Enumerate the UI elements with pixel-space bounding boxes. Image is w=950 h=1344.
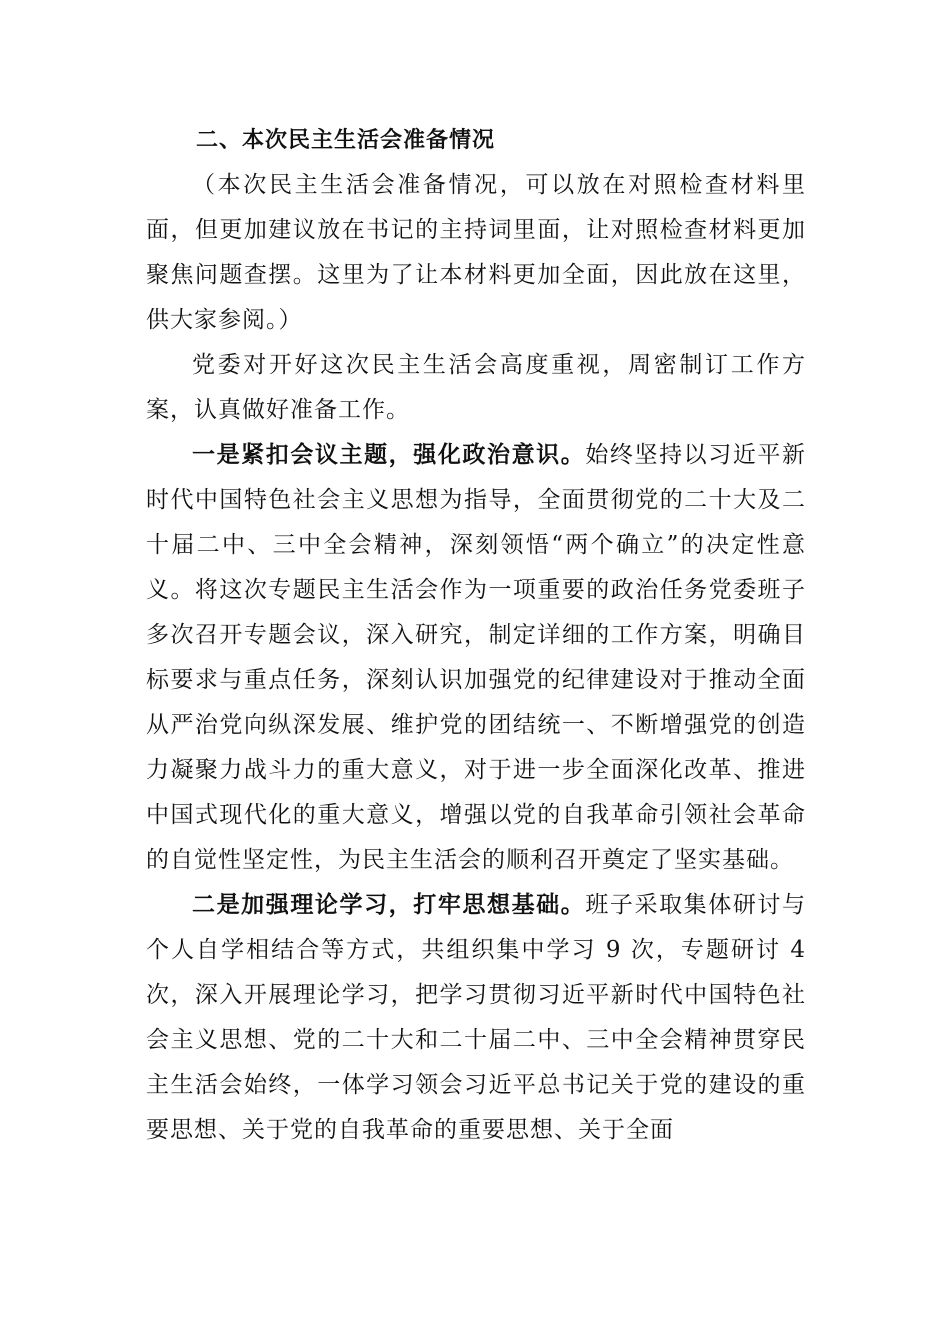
section-2-text: 班子采取集体研讨与个人自学相结合等方式，共组织集中学习 9 次，专题研讨 4 次，深入开展理论学习，把学习贯彻习近平新时代中国特色社会主义思想、党的二十大和二十届二中、三中全会精神贯穿民主生活会始终，一体学习领会习近平总书记关于党的建设的重要思想、关于党的自我革命的重要思想、关于全面	[146, 892, 807, 1143]
section-2-lead: 二是加强理论学习，打牢思想基础。	[192, 892, 586, 918]
section-1-text: 始终坚持以习近平新时代中国特色社会主义思想为指导，全面贯彻党的二十大及二十届二中、三中全会精神，深刻领悟“两个确立”的决定性意义。将这次专题民主生活会作为一项重要的政治任务党委班子多次召开专题会议，深入研究，制定详细的工作方案，明确目标要求与重点任务，深刻认识加强党的纪律建设对于推动全面从严治党向纵深发展、维护党的团结统一、不断增强党的创造力凝聚力战斗力的重大意义，对于进一步全面深化改革、推进中国式现代化的重大意义，增强以党的自我革命引领社会革命的自觉性坚定性，为民主生活会的顺利召开奠定了坚实基础。	[146, 442, 807, 873]
section-1-lead: 一是紧扣会议主题，强化政治意识。	[192, 442, 586, 468]
document-body	[146, 118, 806, 1153]
section-paragraph-2	[146, 883, 806, 1153]
editor-note-paragraph: （本次民主生活会准备情况，可以放在对照检查材料里面，但更加建议放在书记的主持词里面，让对照检查材料更加聚焦问题查摆。这里为了让本材料更加全面，因此放在这里，供大家参阅。）	[146, 172, 806, 333]
intro-paragraph: 党委对开好这次民主生活会高度重视，周密制订工作方案，认真做好准备工作。	[146, 352, 806, 423]
section-paragraph-1	[146, 433, 806, 883]
section-heading: 二、本次民主生活会准备情况	[196, 128, 496, 153]
